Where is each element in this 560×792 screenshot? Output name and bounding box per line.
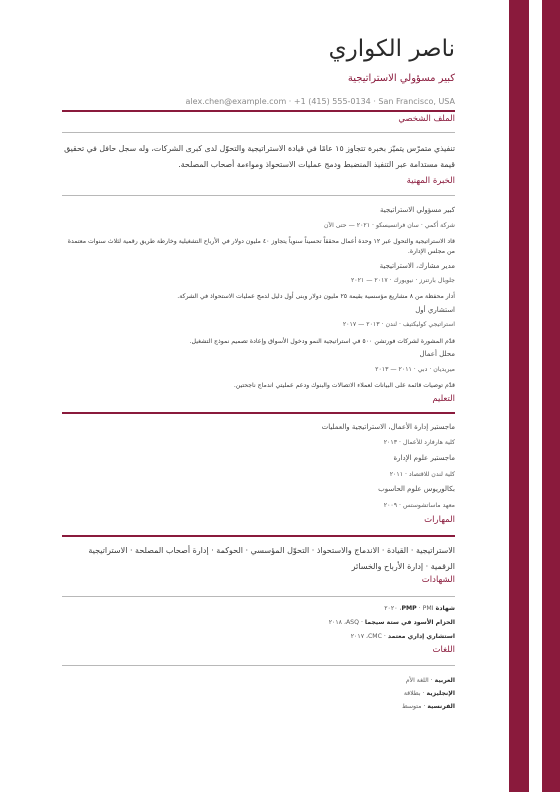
section-heading-profile: الملف الشخصي [398,114,455,124]
skills-list: الاستراتيجية · القيادة · الاندماج والاستحواذ · التحوّل المؤسسي · الحوكمة · إدارة أصحاب المصلحة · الاستراتيجية الرقمية · إدارة الأرباح والخسائر [88,546,455,571]
section-rule [62,412,455,414]
language-item [404,690,455,697]
section-heading-languages: اللغات [432,645,455,655]
certification-item [351,633,455,640]
education-degree: ماجستير علوم الإدارة [393,454,455,462]
decorative-side-bar-inner [509,0,529,792]
certification-name: شهادة PMP [401,605,455,612]
job-role: مدير مشارك، الاستراتيجية [379,262,455,270]
certification-meta: · ASQ، ٢٠١٨ [328,619,365,626]
job-meta: ميريديان · دبي · ٢٠١١ — ٢٠١٣ [375,366,455,373]
language-name: الفرنسية [427,703,455,710]
language-item [406,677,455,684]
certification-name: الحزام الأسود في ستة سيجما [364,619,455,626]
education-meta: معهد ماساتشوستس · ٢٠٠٩ [383,502,455,509]
certification-meta: · CMC، ٢٠١٧ [350,633,388,640]
language-level: · متوسط [402,703,428,710]
job-description: قدّم توصيات قائمة على البيانات لعملاء الاتصالات والبنوك ودعم عمليتي اندماج ناجحتين. [233,382,455,389]
job-role: استشاري أول [415,306,455,314]
education-degree: ماجستير إدارة الأعمال، الاستراتيجية والعمليات [321,423,455,431]
job-meta: جلوبال بارتنرز · نيويورك · ٢٠١٧ — ٢٠٢١ [350,277,455,284]
section-divider [62,665,455,666]
section-heading-education: التعليم [432,394,455,404]
section-divider [62,596,455,597]
job-meta: شركة أكمي · سان فرانسيسكو · ٢٠٢١ — حتى الآن [324,222,455,229]
section-rule [62,110,455,112]
certification-item [329,619,455,626]
language-item [402,703,455,710]
language-name: الإنجليزية [426,690,455,697]
language-level: · بطلاقة [403,690,427,697]
language-name: العربية [434,677,455,684]
job-description: قدّم المشورة لشركات فورتشن ٥٠٠ في استراتيجية النمو ودخول الأسواق وإعادة تصميم نموذج التشغيل. [189,338,455,345]
section-rule [62,535,455,537]
certification-item [384,605,455,612]
candidate-name: ناصر الكواري [328,36,455,62]
decorative-side-bar-outer [542,0,560,792]
section-heading-certifications: الشهادات [421,575,455,585]
section-heading-experience: الخبرة المهنية [406,176,455,186]
job-meta: استراتيجي كوليكتيف · لندن · ٢٠١٣ — ٢٠١٧ [342,321,455,328]
section-divider [62,195,455,196]
section-divider [62,132,455,133]
job-role: كبير مسؤولي الاستراتيجية [380,206,455,214]
certification-name: استشاري إداري معتمد [387,633,455,640]
education-degree: بكالوريوس علوم الحاسوب [378,485,455,493]
job-description: أدار محفظة من ٨ مشاريع مؤسسية بقيمة ٢٥ مليون دولار وبنى أول دليل لدمج عمليات الاستحواذ في الشركة. [177,293,455,300]
candidate-title: كبير مسؤولي الاستراتيجية [347,73,455,84]
education-meta: كلية هارفارد للأعمال · ٢٠١٣ [383,439,455,446]
language-level: · اللغة الأم [405,677,435,684]
job-role: محلل أعمال [419,350,455,358]
section-heading-skills: المهارات [424,515,455,525]
contact-line: alex.chen@example.com · +1 (415) 555-0134 · San Francisco, USA [185,97,455,106]
education-meta: كلية لندن للاقتصاد · ٢٠١١ [389,471,455,478]
profile-summary: تنفيذي متمرّس يتميّز بخبرة تتجاوز ١٥ عامًا في قيادة الاستراتيجية والتحوّل لدى كبرى الشركات، وله سجل حافل في تحقيق قيمة مستدامة عبر التنفيذ المنضبط ودمج عمليات الاستحواذ ومواءمة أصحاب المصلحة. [64,144,455,169]
certification-meta: · PMI، ٢٠٢٠ [384,605,434,612]
job-description: قاد الاستراتيجية والتحول عبر ١٢ وحدة أعمال محققاً تحسيناً سنوياً يتجاوز ٤٠ مليون دولار في الأرباح التشغيلية وخارطة طريق رقمية لثلاث سنوات معتمدة من مجلس الإدارة. [67,238,455,255]
